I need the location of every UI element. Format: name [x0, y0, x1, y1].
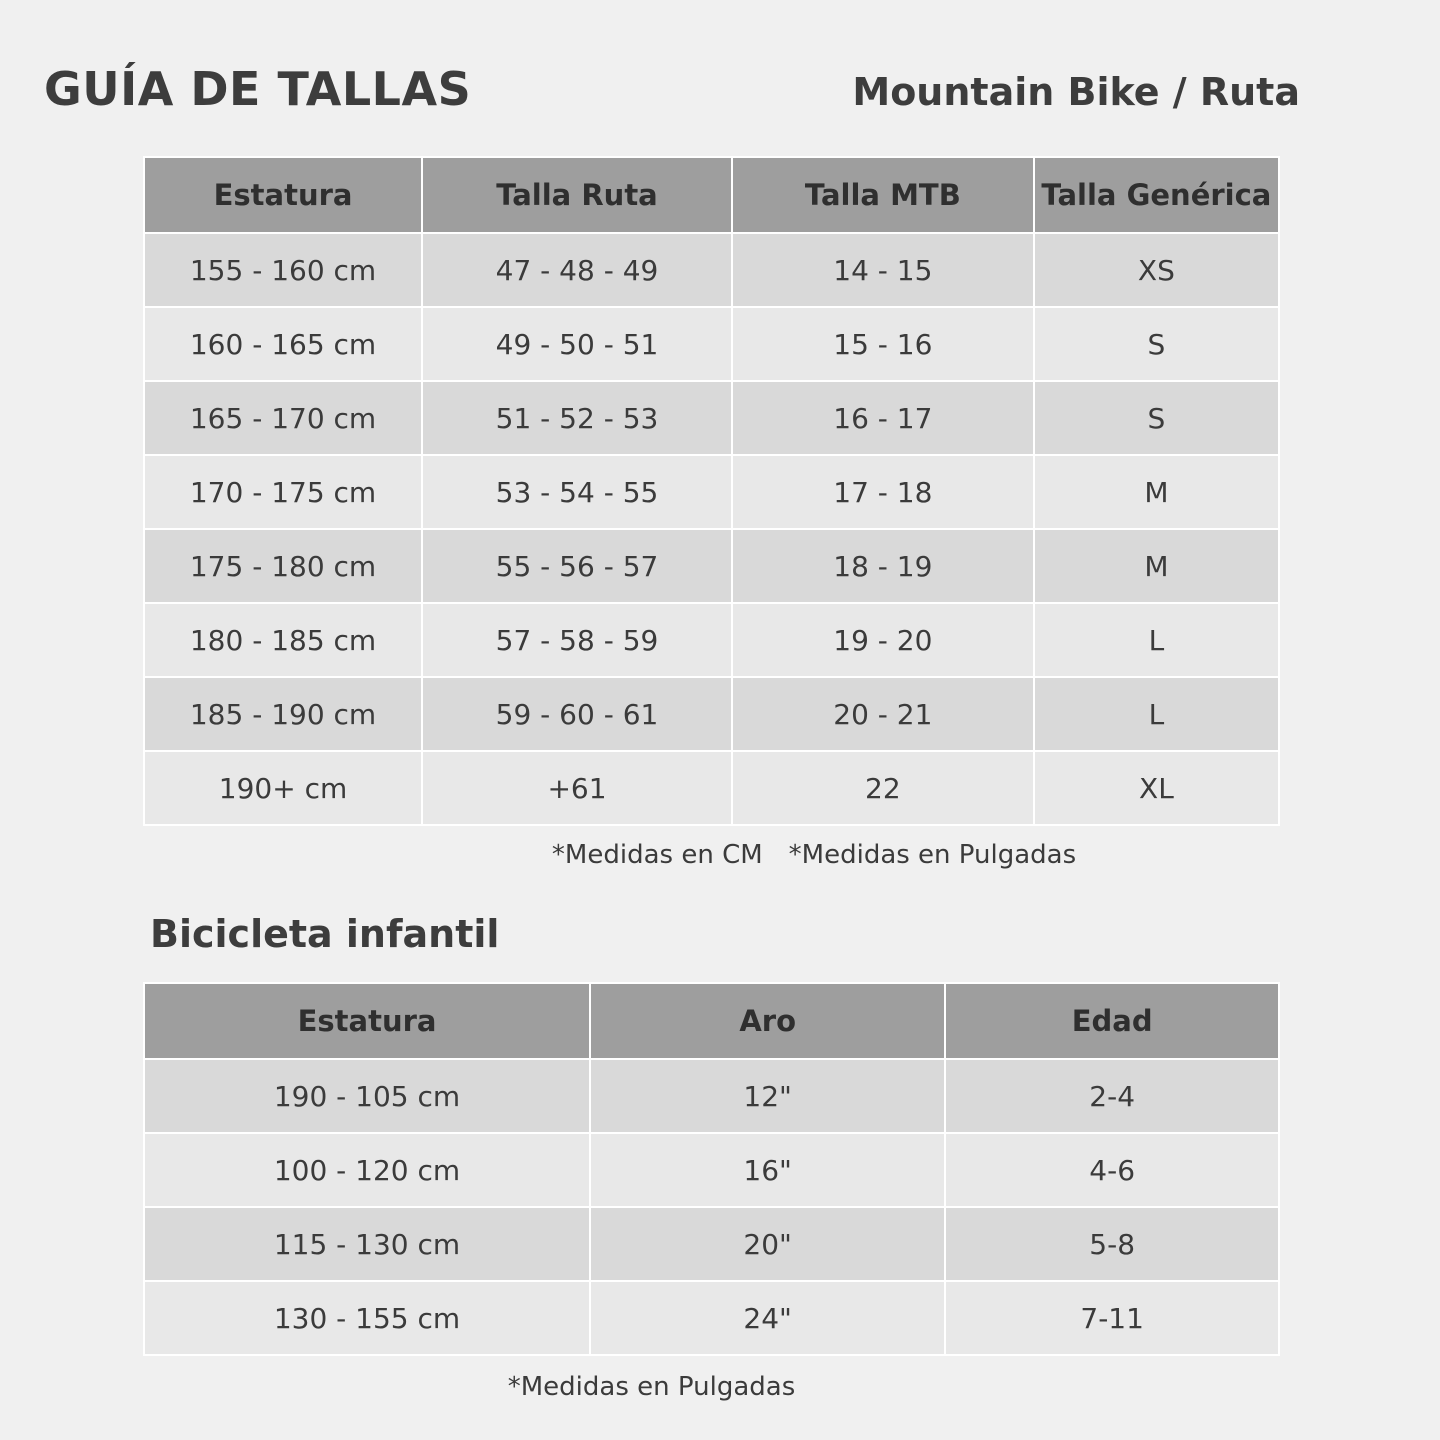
cell-talla-generica: S: [1034, 307, 1279, 381]
note-measurements-cm: *Medidas en CM: [551, 840, 763, 870]
cell-talla-ruta: 59 - 60 - 61: [422, 677, 732, 751]
note-measurements-inches: *Medidas en Pulgadas: [788, 840, 1077, 870]
cell-talla-mtb: 14 - 15: [732, 233, 1034, 307]
table-row: [144, 1281, 1279, 1355]
cell-estatura: 115 - 130 cm: [144, 1207, 590, 1281]
table-row: [144, 1133, 1279, 1207]
cell-talla-ruta: 47 - 48 - 49: [422, 233, 732, 307]
cell-estatura: 100 - 120 cm: [144, 1133, 590, 1207]
column-header-talla-generica: Talla Genérica: [1034, 157, 1279, 233]
cell-aro: 12": [590, 1059, 945, 1133]
column-header-estatura: Estatura: [144, 157, 422, 233]
cell-aro: 24": [590, 1281, 945, 1355]
table-row: [144, 1207, 1279, 1281]
kids-table-head: [144, 983, 1279, 1059]
table-row: [144, 455, 1279, 529]
cell-estatura: 175 - 180 cm: [144, 529, 422, 603]
cell-talla-generica: XL: [1034, 751, 1279, 825]
tables-container: [0, 156, 1440, 1402]
table-header-row: [144, 983, 1279, 1059]
cell-talla-ruta: +61: [422, 751, 732, 825]
column-header-estatura: Estatura: [144, 983, 590, 1059]
cell-talla-ruta: 57 - 58 - 59: [422, 603, 732, 677]
cell-talla-mtb: 19 - 20: [732, 603, 1034, 677]
cell-talla-mtb: 17 - 18: [732, 455, 1034, 529]
cell-estatura: 165 - 170 cm: [144, 381, 422, 455]
column-header-edad: Edad: [945, 983, 1279, 1059]
cell-edad: 5-8: [945, 1207, 1279, 1281]
adult-table-head: [144, 157, 1279, 233]
table-header-row: [144, 157, 1279, 233]
cell-estatura: 180 - 185 cm: [144, 603, 422, 677]
cell-talla-generica: L: [1034, 677, 1279, 751]
page-subtitle: Mountain Bike / Ruta: [852, 70, 1300, 114]
cell-estatura: 190 - 105 cm: [144, 1059, 590, 1133]
kids-size-table: [143, 982, 1280, 1356]
kids-table-body: [144, 1059, 1279, 1355]
cell-talla-ruta: 55 - 56 - 57: [422, 529, 732, 603]
cell-estatura: 170 - 175 cm: [144, 455, 422, 529]
table-row: [144, 677, 1279, 751]
cell-estatura: 160 - 165 cm: [144, 307, 422, 381]
column-header-talla-mtb: Talla MTB: [732, 157, 1034, 233]
cell-edad: 7-11: [945, 1281, 1279, 1355]
cell-talla-mtb: 15 - 16: [732, 307, 1034, 381]
cell-edad: 2-4: [945, 1059, 1279, 1133]
cell-aro: 16": [590, 1133, 945, 1207]
cell-talla-generica: L: [1034, 603, 1279, 677]
adult-table-body: [144, 233, 1279, 825]
table-row: [144, 233, 1279, 307]
cell-talla-mtb: 18 - 19: [732, 529, 1034, 603]
cell-talla-generica: XS: [1034, 233, 1279, 307]
kids-section-title: Bicicleta infantil: [150, 912, 500, 956]
kids-table-note: *Medidas en Pulgadas: [507, 1372, 796, 1402]
cell-estatura: 155 - 160 cm: [144, 233, 422, 307]
cell-talla-mtb: 16 - 17: [732, 381, 1034, 455]
cell-estatura: 130 - 155 cm: [144, 1281, 590, 1355]
page-header: [0, 0, 1440, 116]
cell-talla-ruta: 53 - 54 - 55: [422, 455, 732, 529]
table-row: [144, 1059, 1279, 1133]
cell-talla-generica: S: [1034, 381, 1279, 455]
table-row: [144, 603, 1279, 677]
cell-estatura: 190+ cm: [144, 751, 422, 825]
cell-talla-generica: M: [1034, 455, 1279, 529]
cell-talla-ruta: 49 - 50 - 51: [422, 307, 732, 381]
cell-talla-mtb: 20 - 21: [732, 677, 1034, 751]
table-row: [144, 529, 1279, 603]
cell-talla-generica: M: [1034, 529, 1279, 603]
column-header-talla-ruta: Talla Ruta: [422, 157, 732, 233]
adult-table-notes: [143, 826, 1280, 870]
cell-talla-mtb: 22: [732, 751, 1034, 825]
table-row: [144, 751, 1279, 825]
table-row: [144, 381, 1279, 455]
cell-edad: 4-6: [945, 1133, 1279, 1207]
table-row: [144, 307, 1279, 381]
adult-size-table: [143, 156, 1280, 826]
cell-aro: 20": [590, 1207, 945, 1281]
cell-estatura: 185 - 190 cm: [144, 677, 422, 751]
page-title: GUÍA DE TALLAS: [44, 62, 472, 116]
cell-talla-ruta: 51 - 52 - 53: [422, 381, 732, 455]
column-header-aro: Aro: [590, 983, 945, 1059]
